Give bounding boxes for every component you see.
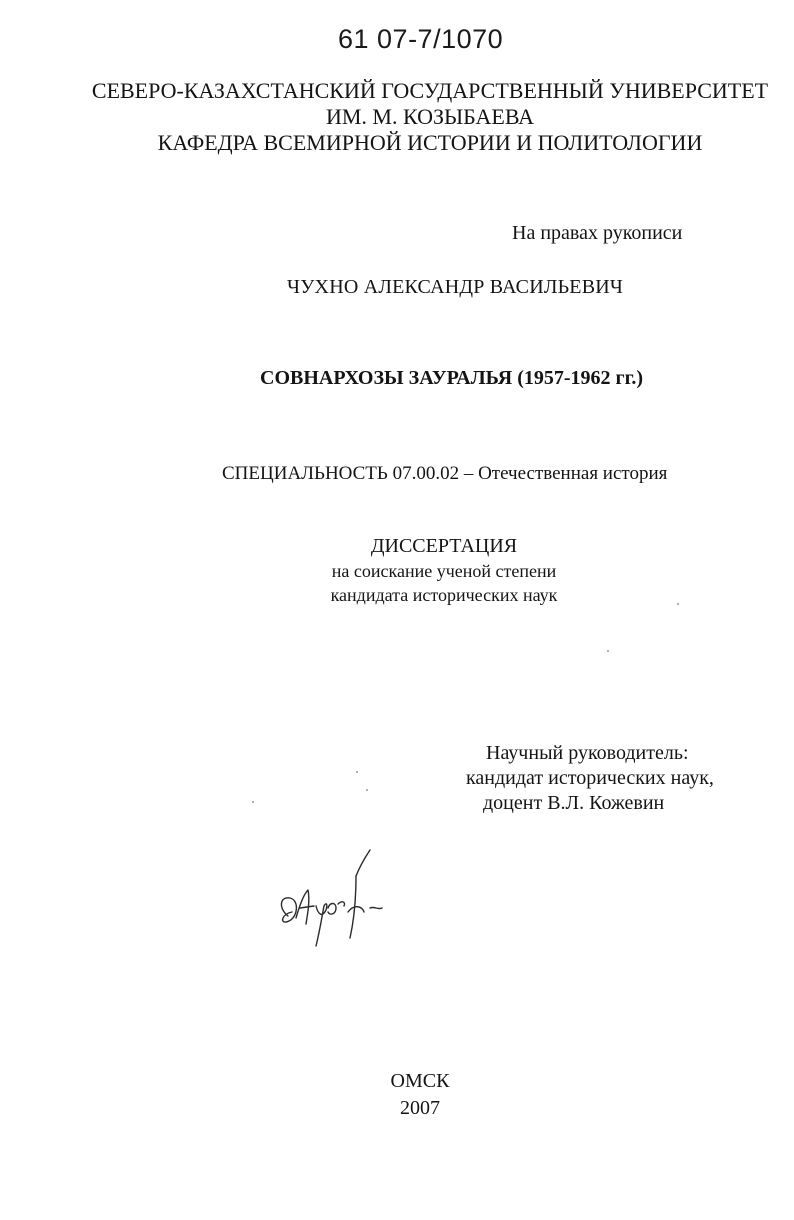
degree-line-1: на соискание ученой степени — [331, 561, 557, 581]
handwritten-signature-icon — [270, 846, 400, 966]
institution-header — [0, 78, 794, 156]
advisor-label: Научный руководитель: — [486, 742, 689, 764]
dissertation-block — [0, 533, 794, 607]
specialty-line: СПЕЦИАЛЬНОСТЬ 07.00.02 – Отечественная история — [222, 463, 668, 484]
institution-line-1: СЕВЕРО-КАЗАХСТАНСКИЙ ГОСУДАРСТВЕННЫЙ УНИВЕРСИТЕТ — [91, 78, 769, 103]
manuscript-rights-note: На правах рукописи — [512, 222, 683, 244]
dissertation-title: СОВНАРХОЗЫ ЗАУРАЛЬЯ (1957-1962 гг.) — [260, 367, 644, 389]
institution-line-3: КАФЕДРА ВСЕМИРНОЙ ИСТОРИИ И ПОЛИТОЛОГИИ — [157, 130, 703, 155]
advisor-name: доцент В.Л. Кожевин — [483, 792, 665, 814]
dissertation-heading: ДИССЕРТАЦИЯ — [370, 535, 518, 557]
advisor-block — [466, 741, 714, 816]
place-and-year — [0, 1068, 794, 1122]
author-name: ЧУХНО АЛЕКСАНДР ВАСИЛЬЕВИЧ — [287, 276, 624, 298]
archive-stamp-code: 61 07-7/1070 — [338, 24, 504, 54]
city: ОМСК — [390, 1070, 450, 1092]
advisor-degree: кандидат исторических наук, — [466, 767, 714, 789]
year: 2007 — [400, 1097, 440, 1119]
degree-line-2: кандидата исторических наук — [330, 585, 558, 605]
institution-line-2: ИМ. М. КОЗЫБАЕВА — [325, 104, 535, 129]
